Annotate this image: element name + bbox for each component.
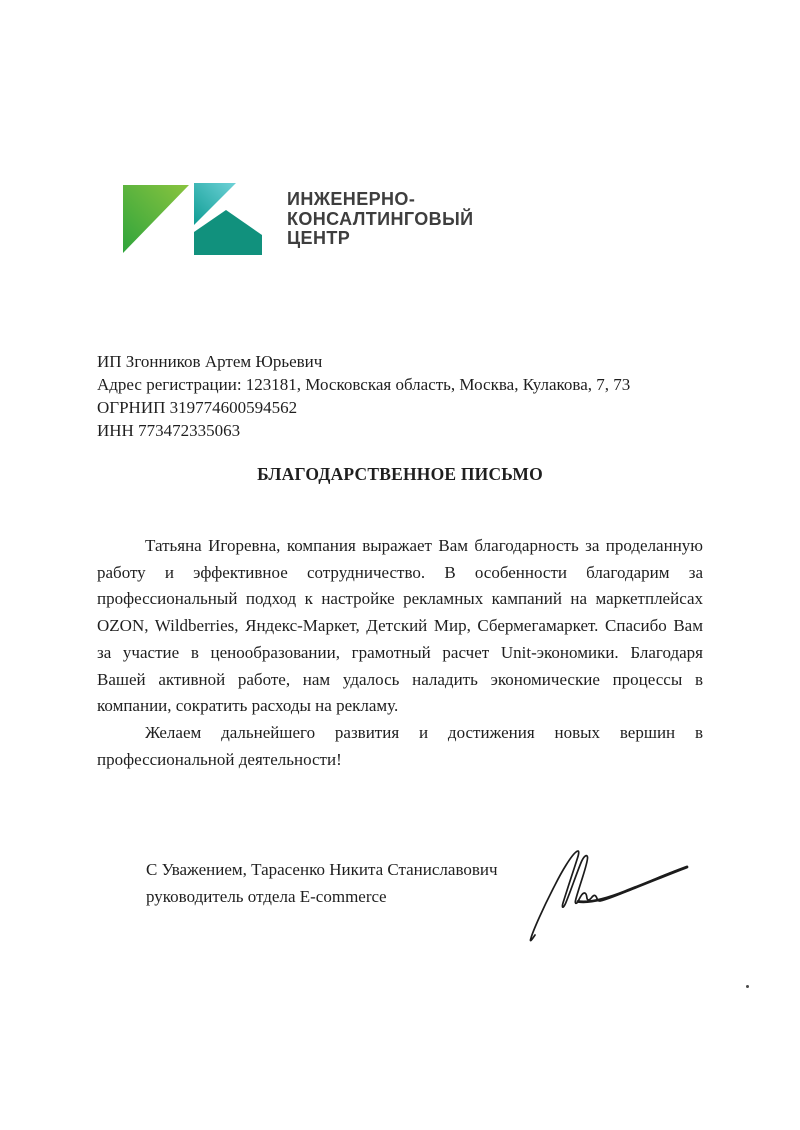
letter-title: БЛАГОДАРСТВЕННОЕ ПИСЬМО bbox=[257, 464, 543, 484]
signature-sweep-stroke bbox=[578, 867, 687, 902]
signoff-block bbox=[146, 856, 498, 910]
scan-speck-dot bbox=[746, 985, 749, 988]
logo-text-line-3: ЦЕНТР bbox=[287, 228, 351, 248]
logo-text-line-2: КОНСАЛТИНГОВЫЙ bbox=[287, 208, 474, 229]
signature-stroke bbox=[530, 851, 687, 941]
sender-ogrnip: ОГРНИП 319774600594562 bbox=[97, 398, 298, 417]
logo-text-line-1: ИНЖЕНЕРНО- bbox=[287, 189, 416, 209]
signoff-name: С Уважением, Тарасенко Никита Станиславович bbox=[146, 860, 498, 879]
company-logo-icon bbox=[123, 183, 263, 256]
sender-name: ИП Згонников Артем Юрьевич bbox=[97, 352, 323, 371]
sender-address: Адрес регистрации: 123181, Московская область, Москва, Кулакова, 7, 73 bbox=[97, 375, 631, 394]
signoff-role: руководитель отдела E-commerce bbox=[146, 887, 387, 906]
sender-details bbox=[97, 350, 737, 442]
letter-paragraph-1: Татьяна Игоревна, компания выражает Вам благодарность за проделанную работу и эффективное сотрудничество. В особенности благодарим за профессиональный подход к настройке рекламных кампаний на маркетплейсах OZON, Wildberries, Яндекс-Маркет, Детский Мир, Сбермегамаркет. Спасибо Вам за участие в ценообразовании, грамотный расчет Unit-экономики. Благодаря Вашей активной работе, нам удалось наладить экономические процессы в компании, сократить расходы на рекламу. bbox=[97, 536, 703, 716]
signature-image bbox=[525, 848, 695, 943]
logo-green-triangle-shape bbox=[123, 185, 189, 253]
sender-inn: ИНН 773472335063 bbox=[97, 421, 241, 440]
logo-text bbox=[287, 190, 473, 249]
letter-paragraph-2: Желаем дальнейшего развития и достижения новых вершин в профессиональной деятельности! bbox=[97, 723, 703, 769]
logo-house-shape bbox=[194, 210, 262, 255]
